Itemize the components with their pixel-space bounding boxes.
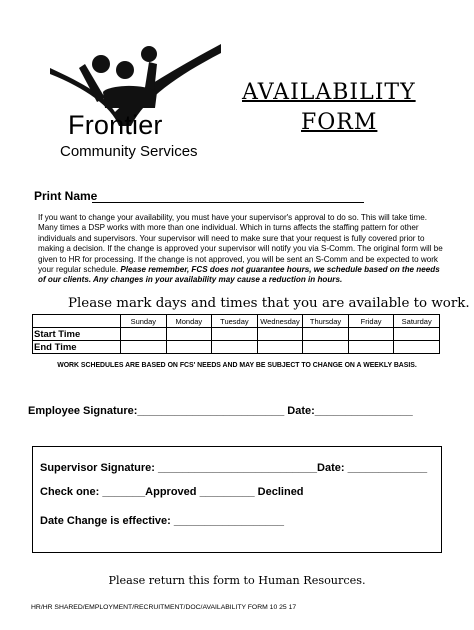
day-header: Friday — [348, 315, 394, 328]
schedule-notice: WORK SCHEDULES ARE BASED ON FCS' NEEDS AND MAY BE SUBJECT TO CHANGE ON A WEEKLY BASIS. — [57, 362, 417, 369]
time-cell[interactable] — [303, 328, 349, 341]
print-name-label: Print Name — [34, 189, 98, 203]
form-title-line2: FORM — [301, 110, 378, 135]
time-cell[interactable] — [121, 341, 167, 354]
time-cell[interactable] — [303, 341, 349, 354]
logo-head-2 — [116, 61, 134, 79]
org-name: Frontier — [68, 110, 163, 140]
file-path: HR/HR SHARED/EMPLOYMENT/RECRUITMENT/DOC/AVAILABILITY FORM 10 25 17 — [31, 604, 297, 611]
logo-head-3 — [141, 46, 157, 62]
print-name-field[interactable] — [92, 202, 364, 203]
time-cell[interactable] — [166, 341, 212, 354]
return-note: Please return this form to Human Resources. — [108, 574, 366, 587]
time-cell[interactable] — [212, 341, 258, 354]
day-header: Sunday — [121, 315, 167, 328]
schedule-heading: Please mark days and times that you are available to work. — [68, 296, 470, 311]
availability-table — [32, 314, 440, 354]
logo-body — [103, 86, 157, 108]
table-header-row — [33, 315, 440, 328]
approval-check-line[interactable]: Check one: _______Approved _________ Declined — [40, 486, 304, 498]
day-header: Thursday — [303, 315, 349, 328]
time-cell[interactable] — [121, 328, 167, 341]
day-header: Saturday — [394, 315, 440, 328]
time-cell[interactable] — [257, 341, 303, 354]
instructions-body: If you want to change your availability, you must have your supervisor's approval to do so. This will take time. Many times a DSP works with more than one individual. Which in turns affects the staffing pattern for other individuals and supervisors. Your supervisor will need to make sure that your request is fully covered prior to making a decision. If the change is approved your supervisor will notify you via S-Comm. The original form will be given to HR for processing. If the change is not approved, you will be sent an S-Comm and be expected to work your regular schedule. — [38, 213, 443, 275]
day-header: Tuesday — [212, 315, 258, 328]
table-row — [33, 328, 440, 341]
time-cell[interactable] — [394, 341, 440, 354]
employee-signature-line[interactable]: Employee Signature:________________________ Date:________________ — [28, 405, 413, 417]
effective-date-line[interactable]: Date Change is effective: __________________ — [40, 515, 284, 527]
table-row — [33, 341, 440, 354]
table-corner-cell — [33, 315, 121, 328]
day-header: Wednesday — [257, 315, 303, 328]
time-cell[interactable] — [212, 328, 258, 341]
time-cell[interactable] — [257, 328, 303, 341]
logo-head-1 — [92, 55, 110, 73]
day-header: Monday — [166, 315, 212, 328]
time-cell[interactable] — [348, 328, 394, 341]
supervisor-signature-line[interactable]: Supervisor Signature: __________________________Date: _____________ — [40, 462, 428, 474]
form-title-line1: AVAILABILITY — [242, 80, 416, 105]
row-label-start-time: Start Time — [33, 328, 121, 341]
time-cell[interactable] — [394, 328, 440, 341]
org-subtitle: Community Services — [60, 143, 198, 160]
time-cell[interactable] — [348, 341, 394, 354]
time-cell[interactable] — [166, 328, 212, 341]
row-label-end-time: End Time — [33, 341, 121, 354]
instructions-paragraph — [38, 213, 448, 286]
instructions-emphasis: Please remember, FCS does not guarantee hours, we schedule based on the needs of our clients. Any changes in your availability may cause a reduction in hours. — [38, 265, 440, 285]
